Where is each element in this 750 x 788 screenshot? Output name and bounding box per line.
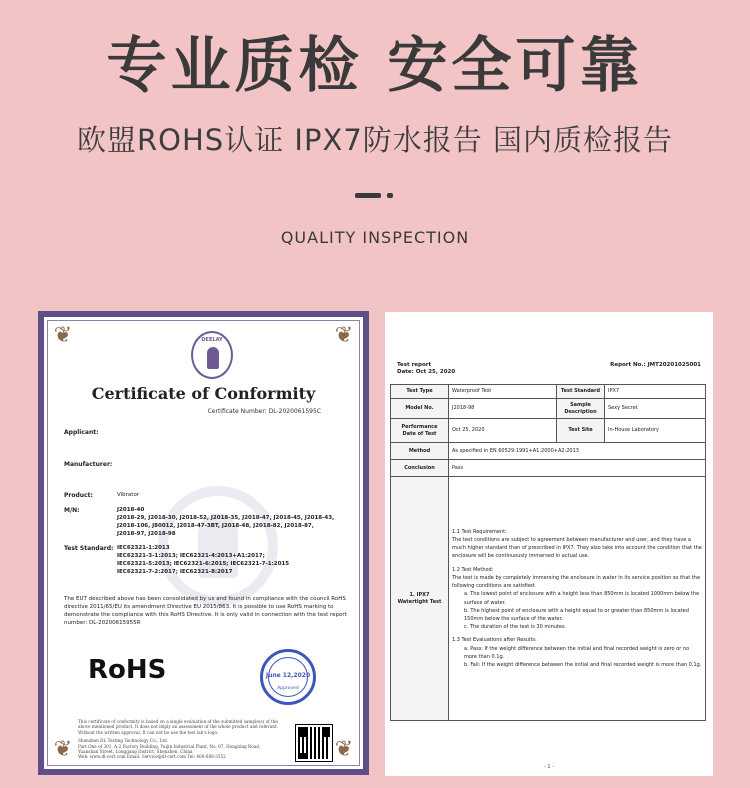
test-standard-label: Test Standard: — [64, 545, 114, 552]
table-row — [391, 419, 706, 443]
footer-disclaimer: This certificate of conformity is based on a single evaluation of the submitted sample(s) of the above mentioned product. It does not imply an assessment of the whole product and relevant. Without the written approval, It can not be use the test lab's logo. — [78, 719, 278, 735]
table-row — [391, 399, 706, 419]
stamp-date: June 12,2020 — [265, 672, 311, 679]
mn-value: J2018-29, J2018-30, J2018-52, J2018-35, J2018-47, J2018-45, J2018-43, — [117, 515, 335, 521]
mn-label: M/N: — [64, 507, 80, 514]
certificate-number: Certificate Number: DL-2020061595C — [207, 408, 321, 415]
corner-ornament-icon: ❦ — [53, 323, 73, 348]
section-text: c. The duration of the test is 30 minutes. — [464, 624, 567, 631]
table-key: Test Standard — [557, 385, 605, 399]
report-title: Test report — [397, 362, 432, 368]
compliance-statement: The EUT described above has been consolidated by us and found in compliance with the council RoHS directive 2011/65/EU its amendment Directive EU 2015/863. It is possible to use RoHS marking to demonstrate the compliance with this RoHS Directive. It is only valid in connection with the test report number: DL-20200615955R — [64, 596, 347, 626]
divider-dot — [387, 193, 393, 198]
headline: 专业质检 安全可靠 — [106, 31, 644, 101]
watermark-icon — [158, 486, 278, 606]
section-heading: 1.3 Test Evaluations after Results: — [452, 637, 537, 644]
manufacturer-label: Manufacturer: — [64, 461, 113, 468]
subheadline: 欧盟ROHS认证 IPX7防水报告 国内质检报告 — [77, 123, 673, 157]
rohs-certificate — [38, 311, 369, 775]
table-value: J2018-98 — [449, 399, 557, 419]
applicant-label: Applicant: — [64, 429, 99, 436]
divider-dash — [355, 193, 381, 198]
product-label: Product: — [64, 492, 93, 499]
certificate-footer — [78, 719, 278, 760]
footer-contact: Web: www.dl-cert.com Email: Service@dl-cert.com Tel: 400-688-3552 — [78, 754, 226, 760]
section-heading: 1.1 Test Requirement: — [452, 528, 507, 535]
qr-code-icon — [296, 725, 332, 761]
report-number: Report No.: JMT20201025001 — [610, 362, 701, 368]
table-value: Oct 25, 2020 — [449, 419, 557, 443]
certificate-inner-border — [47, 320, 360, 766]
table-row — [391, 460, 706, 477]
waterproof-test-report — [385, 312, 713, 776]
table-value: Sexy Secret — [605, 399, 706, 419]
product-value: Vibrator — [117, 492, 140, 498]
test-standard-value: IEC62321-1:2013 — [117, 545, 170, 551]
table-key: 1. IPX7 Watertight Test — [391, 477, 449, 721]
table-key: Test Site — [557, 419, 605, 443]
table-row — [391, 385, 706, 399]
mn-value: J2018-106, J80012, J2018-47-3BT, J2018-48, J2018-82, J2018-87, — [117, 523, 314, 529]
certificate-title: Certificate of Conformity — [91, 384, 316, 403]
seal-figure — [207, 347, 219, 369]
table-row — [391, 443, 706, 460]
corner-ornament-icon: ❦ — [334, 737, 354, 762]
table-row — [391, 477, 706, 721]
test-standard-value: IEC62321-3-1:2013; IEC62321-4:2013+A1:2017; — [117, 553, 265, 559]
table-value: In-House Laboratory — [605, 419, 706, 443]
footer-company: Shenzhen DL Testing Technology Co., Ltd. — [78, 738, 169, 744]
table-value: Pass — [449, 460, 706, 477]
test-details — [449, 477, 706, 721]
mn-value: J2018-40 — [117, 507, 145, 513]
table-key: Performance Date of Test — [391, 419, 449, 443]
table-key: Conclusion — [391, 460, 449, 477]
mn-value: J2018-97, J2018-98 — [117, 531, 176, 537]
table-key: Model No. — [391, 399, 449, 419]
report-date: Date: Oct 25, 2020 — [397, 369, 456, 375]
corner-ornament-icon: ❦ — [334, 323, 354, 348]
section-text: a. Pass: If the weight difference between the initial and final recorded weight is zero or no more than 0.1g. — [464, 645, 690, 660]
stamp-text: Approved — [277, 686, 299, 691]
table-key: Method — [391, 443, 449, 460]
footer-address: Part One of 301, A-2 Factory Building, Yuijin Industrial Plant, No. 87, Hongxing Road, Yuanshan Street, Longgang District, Shenzhen, China — [78, 743, 261, 755]
table-key: Sample Description — [557, 399, 605, 419]
table-key: Test Type — [391, 385, 449, 399]
corner-ornament-icon: ❦ — [53, 737, 73, 762]
report-table — [390, 384, 706, 721]
page-number: - 1 - — [544, 764, 554, 770]
section-heading: 1.2 Test Method: — [452, 566, 494, 573]
section-text: The test conditions are subject to agreement between manufacturer and user, and they have a much higher standard than of prescribed in IPX7. They also take into account the condition that the enclosure will be continuously immersed in actual use. — [452, 537, 702, 560]
table-value: As specified in EN 60529:1991+A1:2000+A2:2013 — [449, 443, 706, 460]
rohs-logo: RoHS — [88, 655, 167, 685]
table-value: Waterproof Test — [449, 385, 557, 399]
table-value: IPX7 — [605, 385, 706, 399]
test-standard-value: IEC62321-7-2:2017; IEC62321-8:2017 — [117, 569, 233, 575]
section-text: The test is made by completely immersing the enclosure in water in its service position so that the following conditions are satisfied: — [452, 574, 701, 590]
test-standard-value: IEC62321-5:2013; IEC62321-6:2015; IEC62321-7-1:2015 — [117, 561, 290, 567]
section-text: b. Fail: If the weight difference between the initial and final recorded weight is more than 0.1g. — [464, 661, 702, 668]
seal-text: DEELAY — [201, 337, 223, 343]
approval-stamp-icon — [260, 649, 316, 705]
section-text: b. The highest point of enclosure with a height equal to or greater than 850mm is located 150mm below the surface of the water. — [464, 607, 689, 622]
section-text: a. The lowest point of enclosure with a height less than 850mm is located 1000mm below the surface of water. — [464, 591, 700, 606]
section-label: QUALITY INSPECTION — [280, 228, 470, 247]
lab-seal-icon — [191, 331, 233, 379]
